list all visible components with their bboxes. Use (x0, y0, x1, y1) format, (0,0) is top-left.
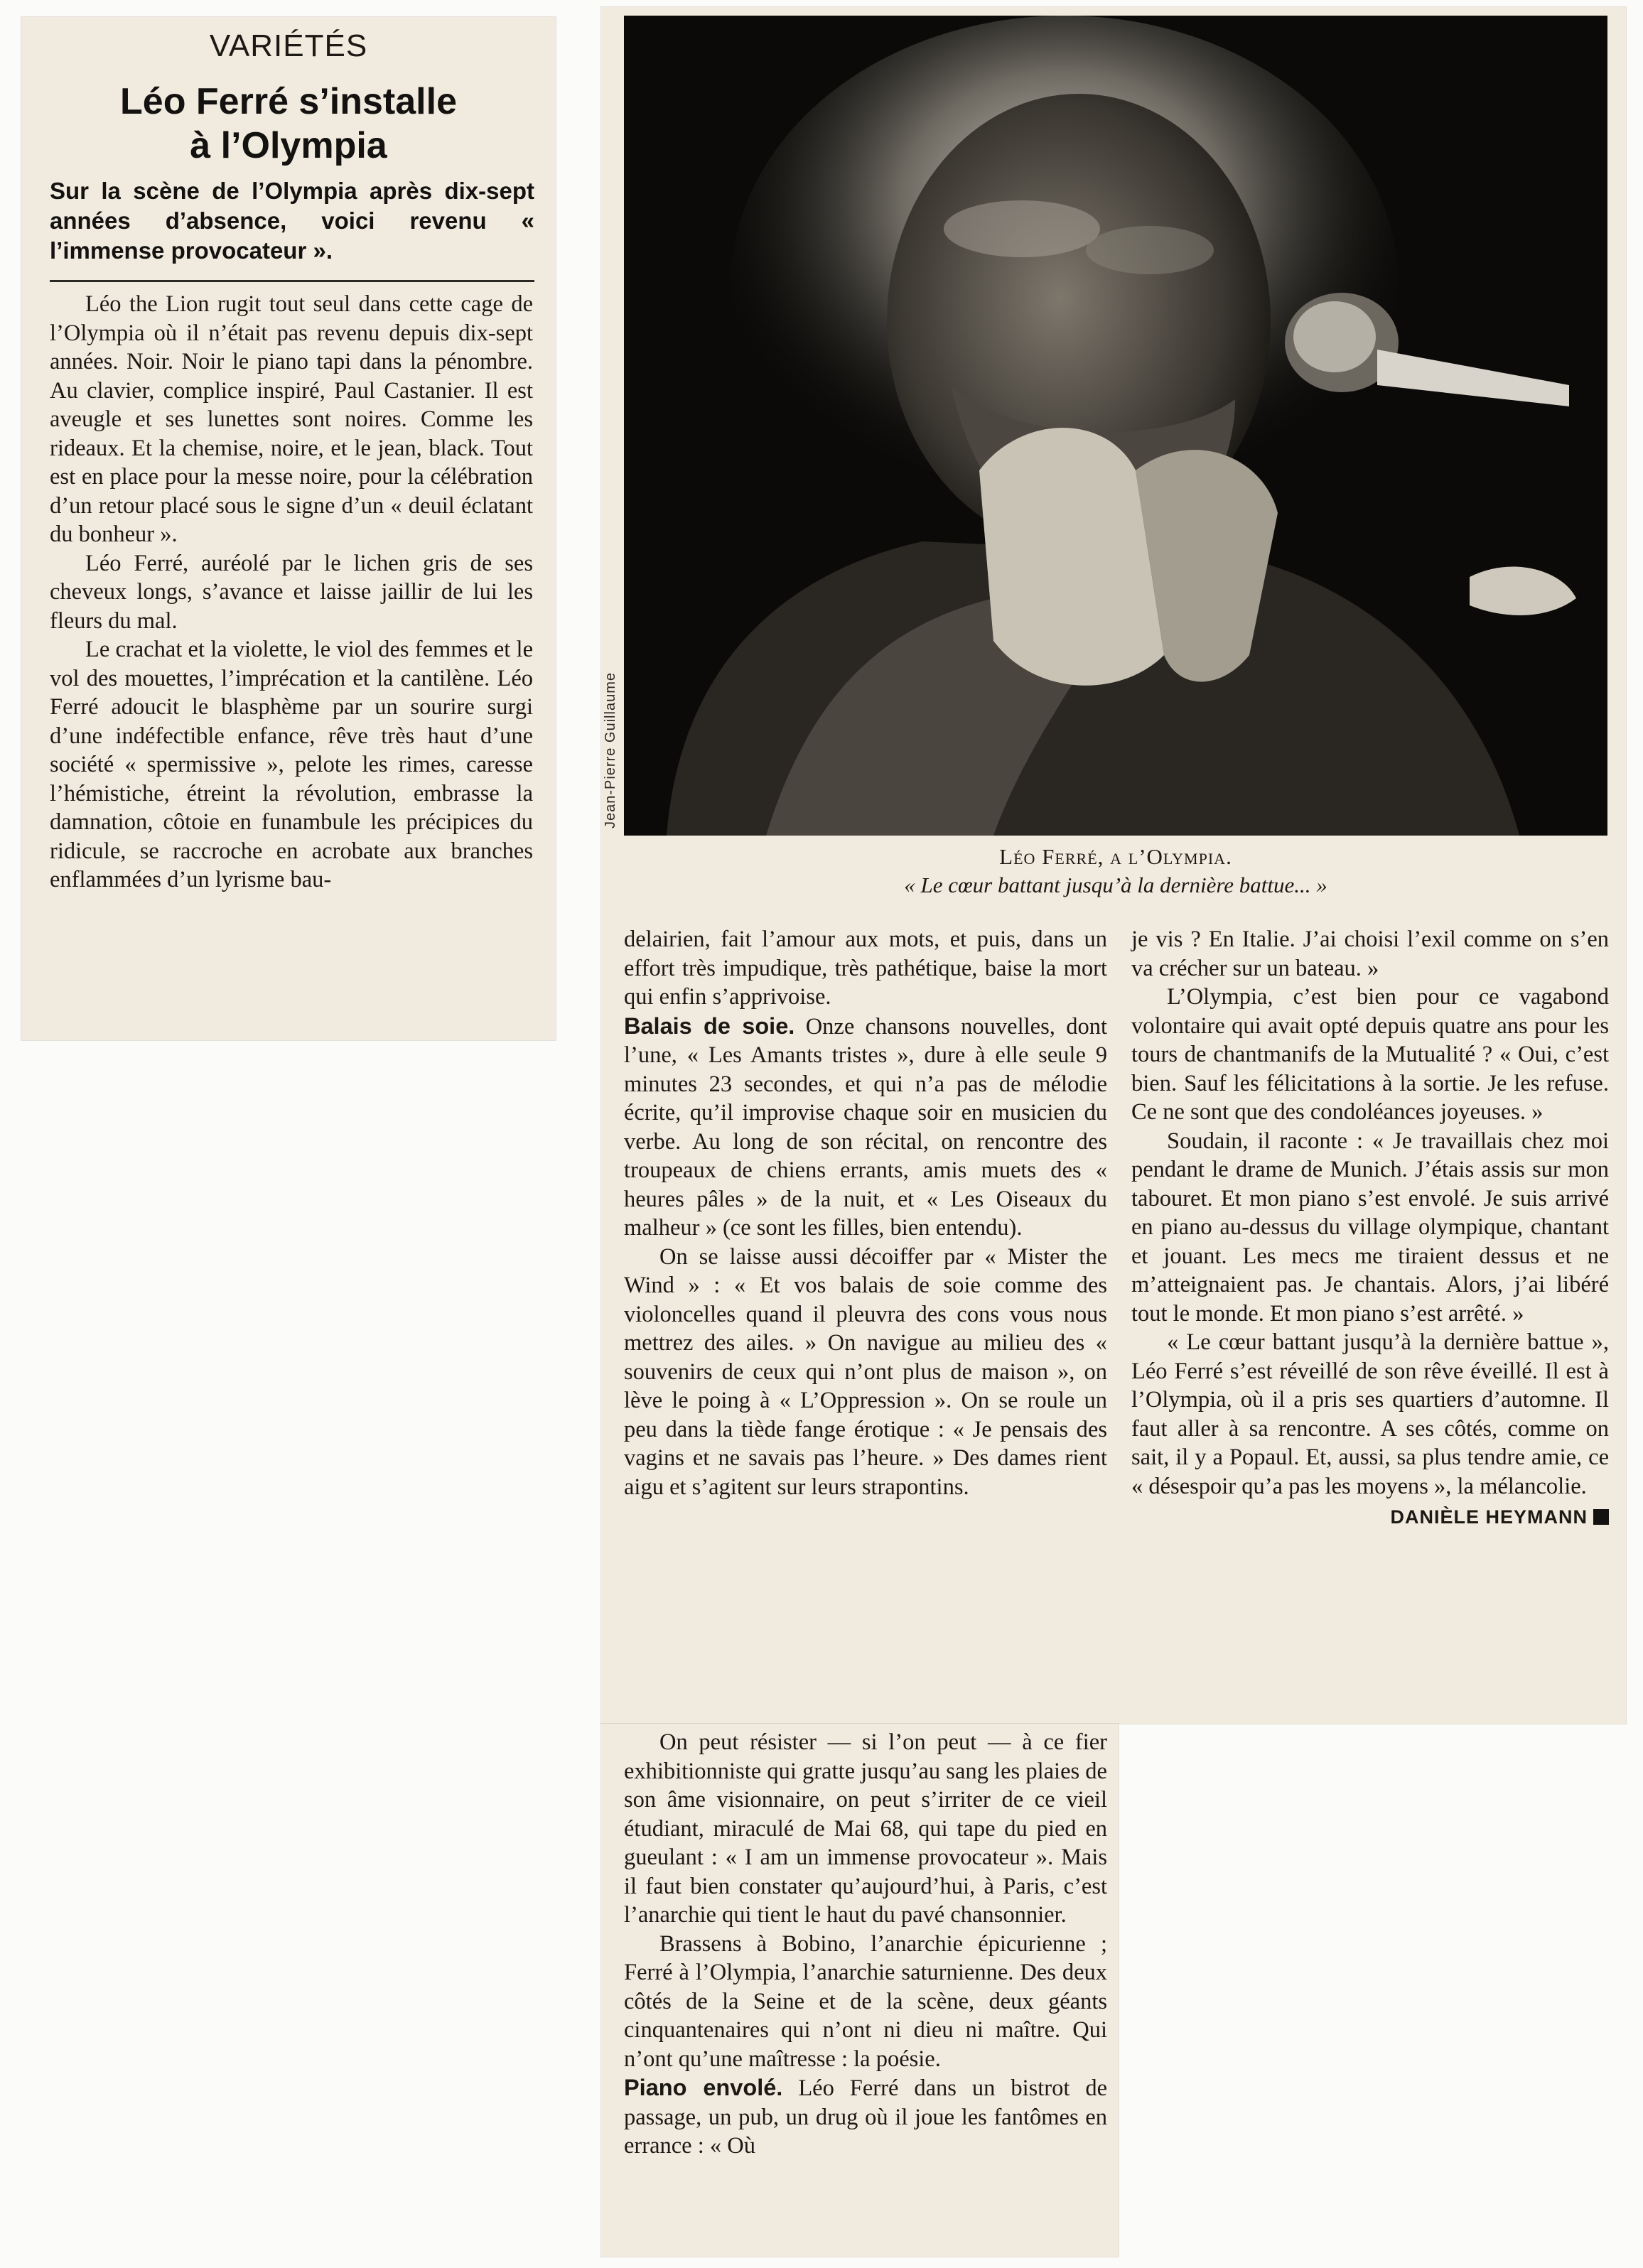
col3-paragraph: Soudain, il raconte : « Je travaillais chez moi pendant le drame de Munich. J’étais assis sur mon tabouret. Et mon piano s’est envolé. Je suis arrivé en piano au-dessus du village olympique, chantant et jouant. Les mecs me tiraient dessus et ne m’atteignaient pas. Je chantais. Alors, j’ai libéré tout le monde. Et mon piano s’est arrêté. » (1131, 1128, 1609, 1327)
col2-subsection-1 (624, 1012, 1107, 1243)
byline: DANIÈLE HEYMANN (1390, 1506, 1588, 1528)
headline (21, 80, 556, 168)
col2-sub2-text: Léo Ferré dans un bistrot de passage, un pub, un drug où il joue les fantômes en errance : « Où (624, 2075, 1108, 2159)
clipping-right (601, 7, 1626, 1724)
col2-intro: delairien, fait l’amour aux mots, et puis, dans un effort très impudique, très pathétique, baise la mort qui enfin s’apprivoise. (624, 927, 1107, 1010)
clipping-continuation (601, 1724, 1119, 2257)
col2-sub1-text: Onze chansons nouvelles, dont l’une, « Les Amants tristes », dure à elle seule 9 minutes 23 secondes, et qui n’a pas de mélodie écrite, qu’il improvise chaque soir en musicien du verbe. Au long de son récital, on rencontre des troupeaux de chiens errants, amis muets des « heures pâles » de la nuit, et « Les Oiseaux du malheur » (ce sont les filles, bien entendu). (624, 1013, 1107, 1241)
col3-intro: je vis ? En Italie. J’ai choisi l’exil comme on s’en va crécher sur un bateau. » (1131, 927, 1609, 981)
column-2 (624, 925, 1107, 1501)
end-mark-icon (1593, 1509, 1609, 1525)
photo-caption (624, 843, 1607, 900)
column-2-continued (624, 1728, 1107, 2161)
col1-paragraph: Le crachat et la violette, le viol des femmes et le vol des mouettes, l’imprécation et la cantilène. Léo Ferré adoucit le blasphème par un sourire surgi d’une indéfectible enfance, rêve très haut d’une société « spermissive », pelote les rimes, caresse l’hémistiche, étreint la révolution, embrasse la damnation, côtoie en funambule les précipices du ridicule, se raccroche en acrobate aux branches enflammées d’un lyrisme bau- (50, 637, 533, 892)
section-rubric: VARIÉTÉS (209, 28, 368, 63)
col2-paragraph: On se laisse aussi décoiffer par « Mister the Wind » : « Et vos balais de soie comme des violoncelles quand il pleuvra des cons vous nous mettrez des ailes. » On navigue au milieu des « souvenirs de ceux qui n’ont plus de maison », on lève le poing à « L’Oppression ». On se roule un peu dans la tiède fange érotique : « Je pensais des vagins et ne savais pas l’heure. » Des dames rient aigu et s’agitent sur leurs strapontins. (624, 1243, 1107, 1500)
col1-paragraph: Léo Ferré, auréolé par le lichen gris de ses cheveux longs, s’avance et laisse jaillir de lui les fleurs du mal. (50, 550, 533, 634)
col3-paragraph: L’Olympia, c’est bien pour ce vagabond volontaire qui avait opté depuis quatre ans pour les tours de chantmanifs de la Mutualité ? « Oui, c’est bien. Sauf les félicitations à la sortie. Je les refuse. Ce ne sont que des condoléances joyeuses. » (1131, 984, 1609, 1125)
photo (624, 16, 1607, 836)
photo-illustration (624, 16, 1607, 836)
photo-credit: Jean-Pierre Guillaume (603, 672, 618, 828)
col1-paragraph: Léo the Lion rugit tout seul dans cette cage de l’Olympia où il n’était pas revenu depuis dix-sept années. Noir. Noir le piano tapi dans la pénombre. Au clavier, complice inspiré, Paul Castanier. Il est aveugle et ses lunettes sont noires. Comme les rideaux. Et la chemise, noire, et le jean, black. Tout est en place pour la messe noire, pour la célébration d’un retour placé sous le signe d’un « deuil éclatant du bonheur ». (50, 291, 533, 547)
deck: Sur la scène de l’Olympia après dix-sept années d’absence, voici revenu « l’immense provocateur ». (50, 178, 534, 264)
headline-line-1: Léo Ferré s’installe (120, 81, 457, 122)
col2-paragraph: On peut résister — si l’on peut — à ce fier exhibitionniste qui gratte jusqu’au sang les plaies de son âme visionnaire, on peut s’irriter de ce vieil étudiant, miraculé de Mai 68, qui tape du pied en gueulant : « I am un immense provocateur ». Mais il faut bien constater qu’aujourd’hui, à Paris, c’est l’anarchie qui tient le haut du pavé chansonnier. (624, 1729, 1107, 1928)
headline-line-2: à l’Olympia (190, 125, 387, 166)
subhead-piano: Piano envolé. (624, 2075, 783, 2100)
column-1 (50, 290, 533, 895)
caption-quote: « Le cœur battant jusqu’à la dernière battue... » (904, 873, 1327, 897)
deck-rule (50, 280, 534, 282)
col2-paragraph: Brassens à Bobino, l’anarchie épicurienne ; Ferré à l’Olympia, l’anarchie saturnienne. Des deux côtés de la Seine et de la scène, deux géants cinquantenaires qui n’ont ni dieu ni maître. Qui n’ont qu’une maîtresse : la poésie. (624, 1930, 1107, 2072)
col2-subsection-2 (624, 2073, 1107, 2161)
column-3 (1131, 925, 1609, 1532)
clipping-left (21, 17, 556, 1040)
subhead-balais: Balais de soie. (624, 1012, 795, 1039)
col3-paragraph: « Le cœur battant jusqu’à la dernière battue », Léo Ferré s’est réveillé de son rêve éveillé. Il est à l’Olympia, où il a pris ses quartiers d’automne. Il faut aller à sa rencontre. A ses côtés, comme on sait, il y a Popaul. Et, aussi, sa plus tendre amie, ce « désespoir qu’a pas les moyens », la mélancolie. (1131, 1329, 1609, 1499)
byline-row (1131, 1502, 1609, 1532)
caption-name: Léo Ferré, a l’Olympia. (999, 844, 1232, 869)
